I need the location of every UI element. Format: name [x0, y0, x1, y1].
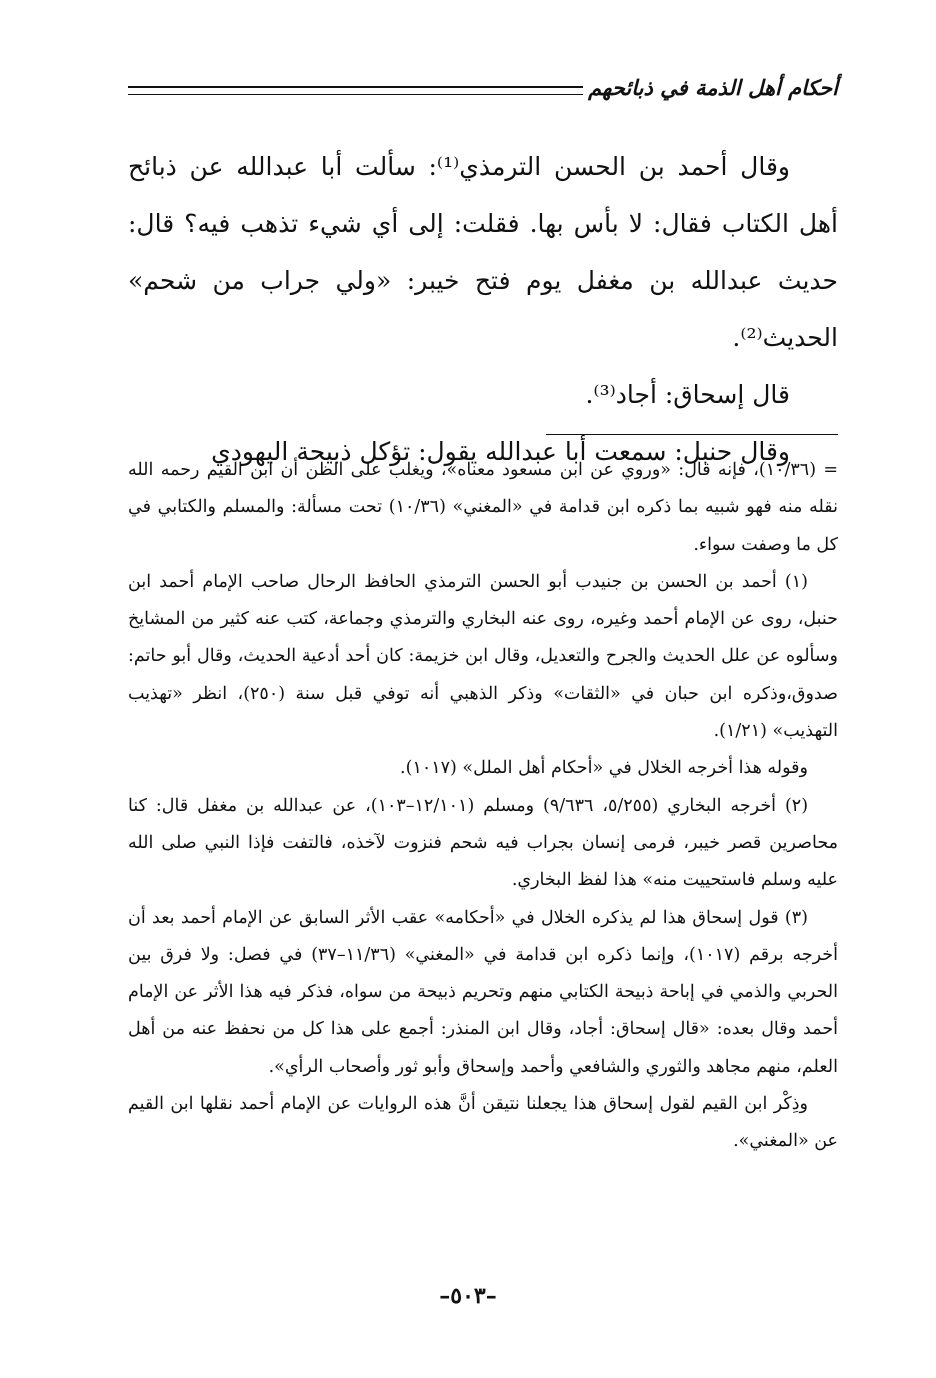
main-text: [128, 138, 838, 480]
footnote-1-addendum: وقوله هذا أخرجه الخلال في «أحكام أهل الملل» (١٠١٧).: [400, 758, 808, 779]
footnote-continuation: = (١٠/٣٦)، فإنه قال: «وروي عن ابن مسعود معناه»، ويغلب على الظن أن ابن القيم رحمه الله نقله منه فهو شبيه بما ذكره ابن قدامة في «المغني» (١٠/٣٦) تحت مسألة: والمسلم والكتابي في كل ما وصفت سواء.: [128, 460, 839, 555]
header-double-rule: [128, 86, 583, 95]
main-paragraph-3: وقال حنبل: سمعت أبا عبدالله يقول: تؤكل ذبيحة اليهودي: [211, 437, 790, 466]
main-paragraph-2: قال إسحاق: أجاد⁽³⁾.: [585, 380, 790, 409]
footnotes: [128, 452, 838, 1161]
footnote-2: (٢) أخرجه البخاري (٥/٢٥٥، ٩/٦٣٦) ومسلم (١٢/١٠١–١٠٣)، عن عبدالله بن مغفل قال: كنا محاصرين قصر خيبر، فرمى إنسان بجراب فيه شحم فنزوت لآخذه، فالتفت فإذا النبي صلى الله عليه وسلم فاستحييت منه» هذا لفظ البخاري.: [128, 795, 838, 891]
running-header: [128, 72, 838, 108]
footnote-1: (١) أحمد بن الحسن بن جنيدب أبو الحسن الترمذي الحافظ الرحال صاحب الإمام أحمد ابن حنبل، روى عن الإمام أحمد وغيره، روى عنه البخاري والترمذي وجماعة، كتب عنه كثير من المشايخ وسألوه عن علل الحديث والجرح والتعديل، وقال ابن خزيمة: كان أحد أدعية الحديث، وقال أبو حاتم: صدوق،وذكره ابن حبان في «الثقات» وذكر الذهبي أنه توفي قبل سنة (٢٥٠)، انظر «تهذيب التهذيب» (١/٢١).: [128, 571, 838, 742]
footnote-3: (٣) قول إسحاق هذا لم يذكره الخلال في «أحكامه» عقب الأثر السابق عن الإمام أحمد بعد أن أخرجه برقم (١٠١٧)، وإنما ذكره ابن قدامة في «المغني» (١١/٣٦–٣٧) في فصل: ولا فرق بين الحربي والذمي في إباحة ذبيحة الكتابي منهم وتحريم ذبيحة من سواه، فذكر فيه هذا الأثر عن الإمام أحمد وقال بعده: «قال إسحاق: أجاد، وقال ابن المنذر: أجمع على هذا كل من نحفظ عنه من أهل العلم، منهم مجاهد والثوري والشافعي وأحمد وإسحاق وأبو ثور وأصحاب الرأي».: [128, 907, 838, 1077]
page-number: –٥٠٣–: [439, 1283, 497, 1309]
main-paragraph-1: وقال أحمد بن الحسن الترمذي⁽¹⁾: سألت أبا عبدالله عن ذبائح أهل الكتاب فقال: لا بأس بها. فقلت: إلى أي شيء تذهب فيه؟ قال: حديث عبدالله بن مغفل يوم فتح خيبر: «ولي جراب من شحم» الحديث⁽²⁾.: [128, 152, 838, 352]
footnote-separator: [546, 434, 838, 435]
header-title: أحكام أهل الذمة في ذبائحهم: [588, 76, 838, 100]
footnote-3-addendum: وذِكْر ابن القيم لقول إسحاق هذا يجعلنا نتيقن أنَّ هذه الروايات عن الإمام أحمد نقلها ابن القيم عن «المغني».: [128, 1094, 838, 1152]
